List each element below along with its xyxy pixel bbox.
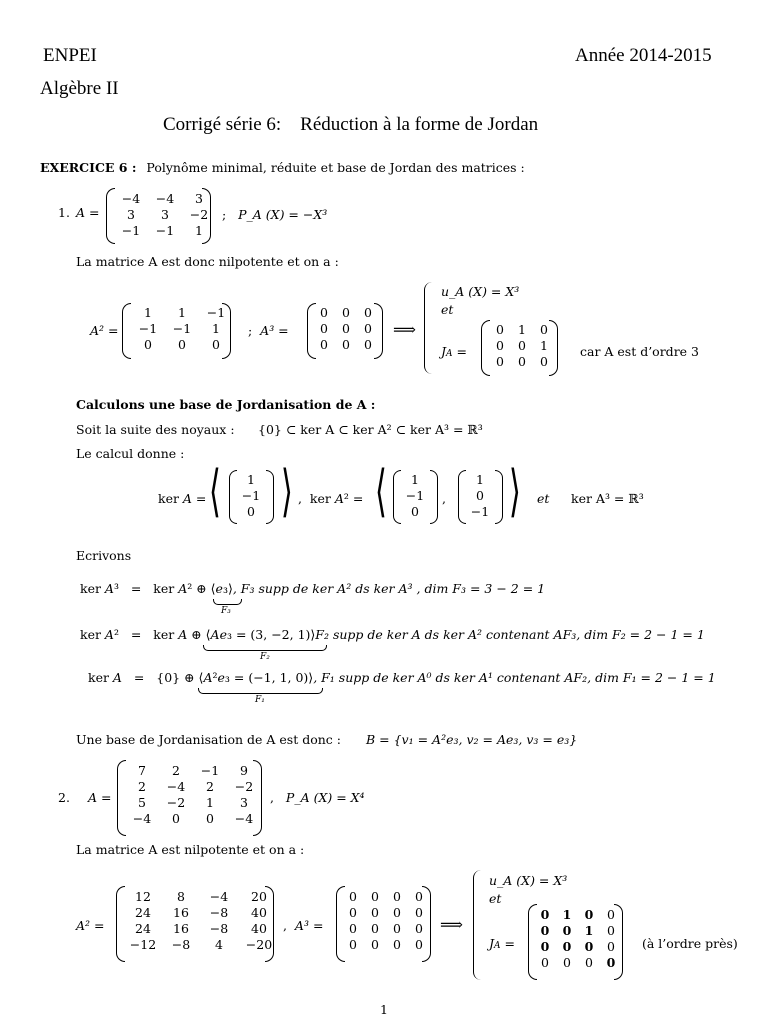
matrix-entry: 0	[393, 921, 401, 936]
part1-A2-label: A² =	[90, 323, 119, 338]
matrix-entry: 0	[320, 321, 328, 336]
matrix-entry: 2	[206, 779, 214, 794]
matrix-entry: −1	[121, 223, 141, 238]
matrix-entry: 0	[364, 305, 372, 320]
matrix-entry: −2	[189, 207, 209, 222]
matrix-entry: 0	[247, 504, 255, 519]
matrix-entry: −4	[234, 811, 254, 826]
underbrace-F3	[213, 599, 242, 605]
matrix-entry: 3	[161, 207, 169, 222]
matrix-entry: 8	[177, 889, 185, 904]
part2-minpoly: u_A (X) = X³	[489, 873, 568, 888]
matrix-entry: 0	[393, 937, 401, 952]
part2-number: 2.	[58, 790, 70, 805]
matrix-entry: 0	[206, 811, 214, 826]
matrix-entry: 1	[562, 907, 572, 922]
matrix-entry: −8	[209, 905, 229, 920]
part2-A-label: A =	[88, 790, 112, 805]
matrix-entry: 24	[135, 905, 151, 920]
matrix-entry: 0	[364, 337, 372, 352]
part2-charpoly: , P_A (X) = X⁴	[270, 790, 365, 805]
matrix-entry: 24	[135, 921, 151, 936]
page-title: Corrigé série 6: Réduction à la forme de Jordan	[163, 114, 539, 135]
matrix-entry: 0	[607, 939, 615, 954]
matrix-entry: 0	[342, 337, 350, 352]
matrix-entry: 0	[415, 921, 423, 936]
matrix-entry: 0	[349, 937, 357, 952]
part2-order-note: (à l’ordre près)	[642, 936, 738, 951]
F2-label: F₂	[260, 652, 270, 662]
matrix-entry: 1	[540, 338, 548, 353]
kerA3-eq: ker A³ = ℝ³	[571, 491, 644, 506]
part1-A-label: A =	[76, 205, 100, 220]
matrix-entry: 0	[371, 905, 379, 920]
matrix-entry: 0	[349, 921, 357, 936]
matrix-entry: −4	[209, 889, 229, 904]
matrix-entry: −1	[138, 321, 158, 336]
matrix-entry: 0	[562, 939, 572, 954]
matrix-entry: 0	[371, 921, 379, 936]
matrix-entry: 0	[563, 955, 571, 970]
implies-arrow-1: ⟹	[393, 320, 416, 339]
matrix-entry: 0	[496, 322, 504, 337]
part1-nilpotent-text: La matrice A est donc nilpotente et on a :	[76, 254, 339, 269]
matrix-entry: −4	[121, 191, 141, 206]
part1-kernels-text: Soit la suite des noyaux :	[76, 422, 235, 437]
matrix-entry: 0	[212, 337, 220, 352]
matrix-entry: −1	[405, 488, 425, 503]
matrix-entry: 1	[144, 305, 152, 320]
course-name: Algèbre II	[40, 78, 119, 99]
matrix-entry: −12	[129, 937, 157, 952]
matrix-entry: 0	[320, 305, 328, 320]
matrix-entry: 0	[540, 923, 550, 938]
matrix-entry: 1	[411, 472, 419, 487]
matrix-entry: 0	[518, 338, 526, 353]
decomp-line-3: ker A = {0} ⊕ ⟨A²e₃ = (−1, 1, 0)⟩, F₁ supp de ker A⁰ ds ker A¹ contenant AF₂, dim F₁ = 2 − 1 = 1	[88, 670, 716, 685]
kerA-label: ker A =	[158, 491, 207, 506]
matrix-entry: 0	[540, 907, 550, 922]
matrix-entry: 0	[607, 907, 615, 922]
matrix-entry: 1	[195, 223, 203, 238]
matrix-entry: 3	[195, 191, 203, 206]
exercise-statement: Polynôme minimal, réduite et base de Jordan des matrices :	[146, 160, 525, 175]
school-name: ENPEI	[43, 45, 97, 66]
matrix-entry: 0	[584, 907, 594, 922]
matrix-entry: 0	[584, 939, 594, 954]
matrix-entry: −2	[234, 779, 254, 794]
matrix-entry: 0	[415, 937, 423, 952]
matrix-entry: 5	[138, 795, 146, 810]
matrix-entry: 0	[364, 321, 372, 336]
ecrivons: Ecrivons	[76, 548, 132, 563]
page-number: 1	[380, 1002, 388, 1017]
part2-brace	[473, 870, 484, 980]
part2-A2-label: A² =	[76, 918, 105, 933]
matrix-entry: 0	[178, 337, 186, 352]
basis-text: Une base de Jordanisation de A est donc :	[76, 732, 341, 747]
basis: B = {v₁ = A²e₃, v₂ = Ae₃, v₃ = e₃}	[366, 732, 578, 747]
comma-1: ,	[442, 491, 446, 506]
implies-arrow-2: ⟹	[440, 915, 463, 934]
matrix-entry: −20	[245, 937, 273, 952]
matrix-entry: −4	[132, 811, 152, 826]
matrix-entry: 0	[518, 354, 526, 369]
matrix-entry: 0	[172, 811, 180, 826]
matrix-entry: 1	[476, 472, 484, 487]
part1-A3-label: ; A³ =	[248, 323, 289, 338]
part1-et: et	[441, 302, 454, 317]
matrix-entry: 1	[212, 321, 220, 336]
part1-number: 1.	[58, 205, 70, 220]
part2-et: et	[489, 891, 502, 906]
matrix-entry: −4	[166, 779, 186, 794]
matrix-entry: 1	[584, 923, 594, 938]
part1-J-label: JA =	[441, 344, 467, 359]
matrix-entry: −1	[172, 321, 192, 336]
matrix-entry: 0	[320, 337, 328, 352]
matrix-entry: −2	[166, 795, 186, 810]
matrix-entry: 1	[518, 322, 526, 337]
decomp-line-2: ker A² = ker A ⊕ ⟨Ae₃ = (3, −2, 1)⟩F₂ supp de ker A ds ker A² contenant AF₃, dim F₂ = 2 − 1 = 1	[80, 627, 705, 642]
matrix-entry: 0	[540, 322, 548, 337]
part1-base-heading: Calculons une base de Jordanisation de A :	[76, 397, 376, 412]
matrix-entry: 4	[215, 937, 223, 952]
matrix-entry: −1	[200, 763, 220, 778]
matrix-entry: 0	[144, 337, 152, 352]
matrix-entry: −1	[241, 488, 261, 503]
matrix-entry: 1	[178, 305, 186, 320]
underbrace-F1	[198, 688, 323, 694]
matrix-entry: −8	[171, 937, 191, 952]
matrix-entry: −1	[155, 223, 175, 238]
langle-2: ⟨	[374, 459, 387, 524]
matrix-entry: 0	[415, 905, 423, 920]
exercise-label: EXERCICE 6 :	[40, 160, 137, 175]
matrix-entry: 40	[251, 905, 267, 920]
part1-kernels-chain: {0} ⊂ ker A ⊂ ker A² ⊂ ker A³ = ℝ³	[258, 422, 483, 437]
kerA3-et: et	[537, 491, 550, 506]
matrix-entry: 12	[135, 889, 151, 904]
matrix-entry: 0	[496, 354, 504, 369]
matrix-entry: 0	[562, 923, 572, 938]
part1-brace	[424, 282, 435, 374]
matrix-entry: 0	[496, 338, 504, 353]
matrix-entry: 0	[415, 889, 423, 904]
matrix-entry: 0	[393, 889, 401, 904]
F3-label: F₃	[221, 606, 231, 616]
matrix-entry: 0	[393, 905, 401, 920]
part1-charpoly: ; P_A (X) = −X³	[222, 207, 328, 222]
matrix-entry: −1	[470, 504, 490, 519]
matrix-entry: 16	[173, 905, 189, 920]
matrix-entry: 0	[371, 889, 379, 904]
matrix-entry: 2	[138, 779, 146, 794]
matrix-entry: 0	[342, 321, 350, 336]
matrix-entry: 1	[247, 472, 255, 487]
rangle-2: ⟩	[508, 459, 521, 524]
matrix-entry: 2	[172, 763, 180, 778]
matrix-entry: −8	[209, 921, 229, 936]
matrix-entry: 0	[411, 504, 419, 519]
matrix-entry: 16	[173, 921, 189, 936]
part1-minpoly: u_A (X) = X³	[441, 284, 520, 299]
matrix-entry: 0	[606, 955, 616, 970]
matrix-entry: 0	[540, 354, 548, 369]
matrix-entry: 0	[342, 305, 350, 320]
matrix-entry: 7	[138, 763, 146, 778]
matrix-entry: 1	[206, 795, 214, 810]
decomp-line-1: ker A³ = ker A² ⊕ ⟨e₃⟩, F₃ supp de ker A² ds ker A³ , dim F₃ = 3 − 2 = 1	[80, 581, 546, 596]
matrix-entry: 0	[585, 955, 593, 970]
matrix-entry: 3	[127, 207, 135, 222]
part1-calcul: Le calcul donne :	[76, 446, 185, 461]
langle-1: ⟨	[208, 459, 221, 524]
academic-year: Année 2014-2015	[575, 45, 712, 66]
matrix-entry: 20	[251, 889, 267, 904]
matrix-entry: 0	[476, 488, 484, 503]
part2-A3-label: , A³ =	[283, 918, 324, 933]
part1-order-note: car A est d’ordre 3	[580, 344, 699, 359]
matrix-entry: 3	[240, 795, 248, 810]
part2-J-label: JA =	[489, 936, 515, 951]
matrix-entry: 0	[349, 905, 357, 920]
matrix-entry: 0	[607, 923, 615, 938]
kerA2-label: , ker A² =	[298, 491, 364, 506]
rangle-1: ⟩	[280, 459, 293, 524]
matrix-entry: 0	[540, 939, 550, 954]
underbrace-F2	[203, 645, 327, 651]
matrix-entry: 9	[240, 763, 248, 778]
part2-nilpotent-text: La matrice A est nilpotente et on a :	[76, 842, 305, 857]
F1-label: F₁	[255, 695, 265, 705]
matrix-entry: 40	[251, 921, 267, 936]
matrix-entry: −4	[155, 191, 175, 206]
matrix-entry: 0	[541, 955, 549, 970]
matrix-entry: 0	[349, 889, 357, 904]
matrix-entry: 0	[371, 937, 379, 952]
matrix-entry: −1	[206, 305, 226, 320]
